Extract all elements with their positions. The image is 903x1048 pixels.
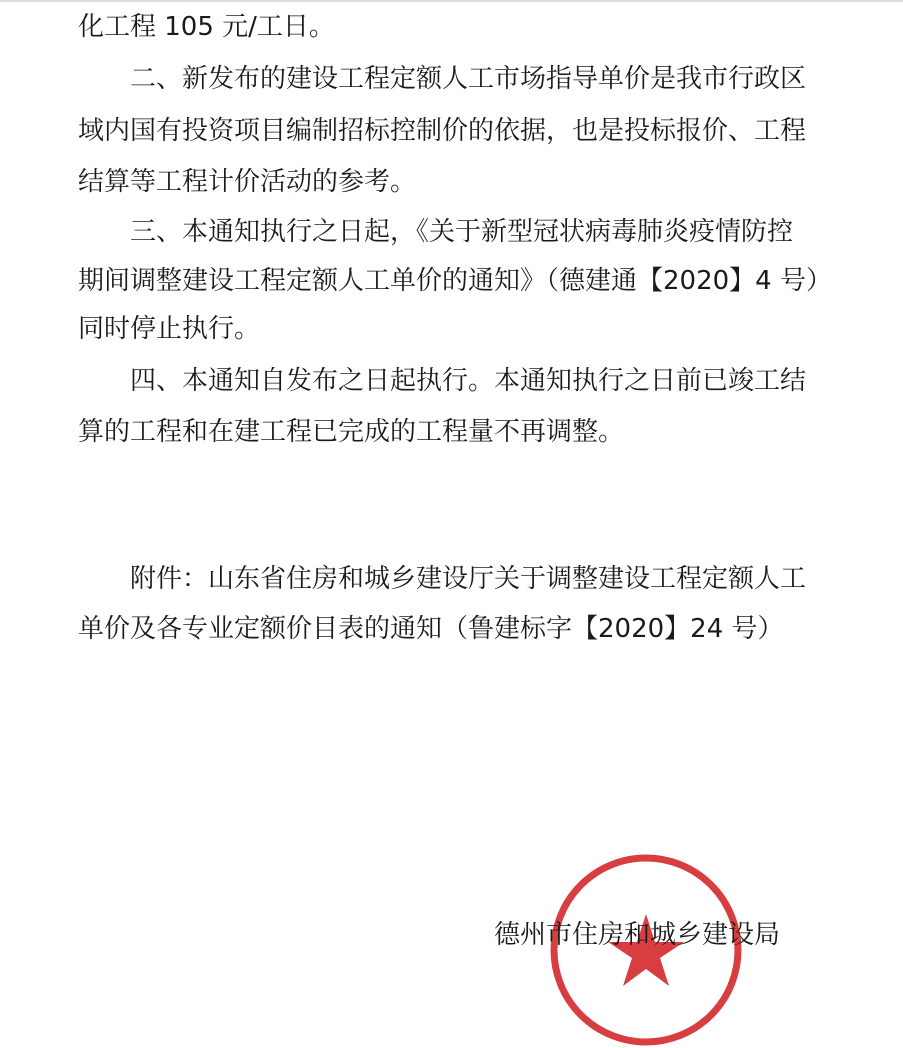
attachment-line: 附件：山东省住房和城乡建设厅关于调整建设工程定额人工: [130, 564, 807, 594]
paragraph-line: 算的工程和在建工程已完成的工程量不再调整。: [78, 417, 625, 447]
paragraph-line: 同时停止执行。: [78, 314, 261, 344]
paragraph-line: 域内国有投资项目编制招标控制价的依据，也是投标报价、工程: [78, 116, 807, 146]
signature-issuer: 德州市住房和城乡建设局: [494, 920, 781, 950]
attachment-line: 单价及各专业定额价目表的通知（鲁建标字【2020】24 号）: [78, 614, 784, 644]
paragraph-line: 化工程 105 元/工日。: [78, 12, 335, 42]
top-border: [0, 0, 903, 2]
paragraph-line: 二、新发布的建设工程定额人工市场指导单价是我市行政区: [130, 64, 807, 94]
paragraph-line: 期间调整建设工程定额人工单价的通知》（德建通【2020】4 号）: [78, 266, 832, 296]
paragraph-line: 四、本通知自发布之日起执行。本通知执行之日前已竣工结: [130, 366, 807, 396]
paragraph-line: 三、本通知执行之日起，《关于新型冠状病毒肺炎疫情防控: [130, 217, 794, 247]
paragraph-line: 结算等工程计价活动的参考。: [78, 167, 417, 197]
